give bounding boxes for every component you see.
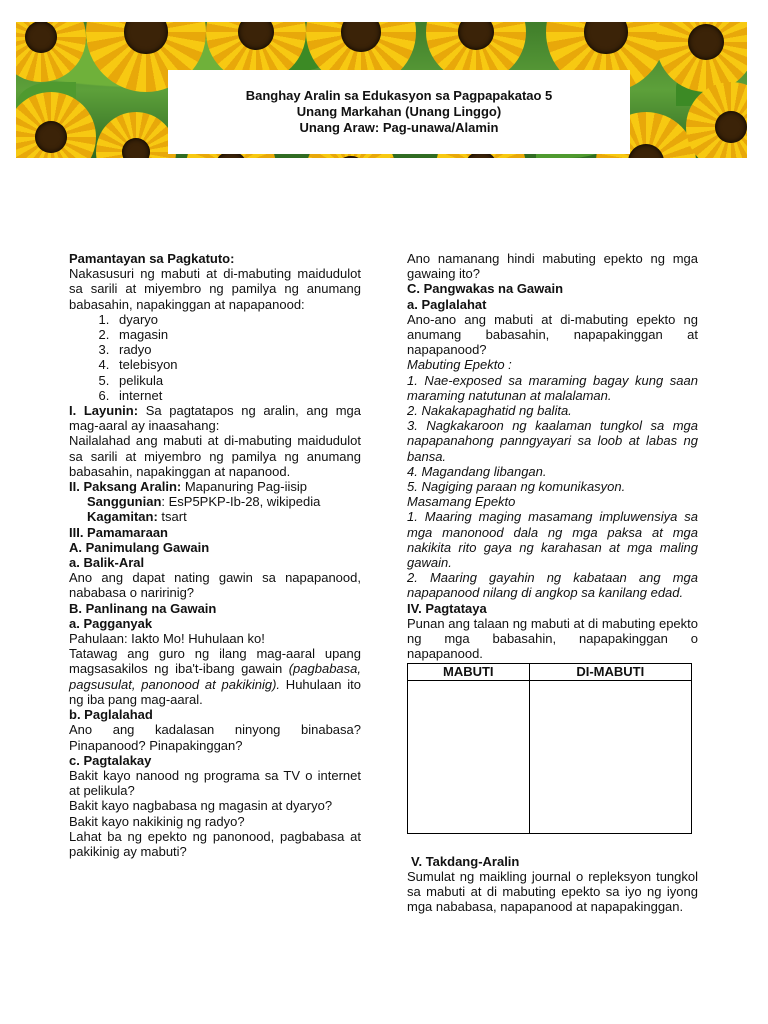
paglalahat-heading: a. Paglalahat	[407, 296, 487, 312]
pagtataya-heading: IV. Pagtataya	[407, 600, 487, 616]
tatawag-b: Huhulaan ito ng iba pang mag-aaral.	[69, 676, 361, 707]
media-list	[69, 312, 361, 403]
paglalahad-text: Ano ang kadalasan ninyong binabasa? Pinapanood? Pinapakinggan?	[69, 722, 361, 753]
sanggunian-label: Sanggunian	[87, 494, 162, 510]
balik-aral-text: Ano ang dapat nating gawin sa napapanood, nababasa o naririnig?	[69, 570, 361, 601]
table-header-mabuti: MABUTI	[408, 664, 530, 680]
mabuting-heading: Mabuting Epekto :	[407, 357, 512, 373]
question-3: Bakit kayo nakikinig ng radyo?	[69, 813, 245, 829]
panimulang-heading: A. Panimulang Gawain	[69, 539, 210, 555]
balik-aral-heading: a. Balik-Aral	[69, 555, 145, 571]
takdang-heading: V. Takdang-Aralin	[411, 853, 520, 869]
pamantayan-heading: Pamantayan sa Pagkatuto:	[69, 251, 235, 266]
tatawag-a: Tatawag ang guro ng ilang mag-aaral upang magsasakilos ng iba't-ibang gawain	[69, 646, 361, 677]
pagtalakay-heading: c. Pagtalakay	[69, 752, 152, 768]
list-item: 4. telebisyon	[113, 357, 361, 372]
header-line-1: Banghay Aralin sa Edukasyon sa Pagpapakatao 5	[245, 88, 553, 103]
pangwakas-heading: C. Pangwakas na Gawain	[407, 281, 564, 297]
paksa-section	[69, 479, 361, 494]
kagamitan-value: tsart	[157, 509, 187, 525]
paglalahat-text: Ano-ano ang mabuti at di-mabuting epekto ng anumang babasahin, napapakinggan at napapanood?	[407, 311, 698, 358]
paglalahad-heading: b. Paglalahad	[69, 707, 153, 723]
list-item: 2. magasin	[113, 327, 361, 342]
evaluation-table	[407, 663, 692, 833]
masamang-heading: Masamang Epekto	[407, 494, 516, 510]
list-item: 1. dyaryo	[113, 312, 361, 327]
sanggunian-line	[69, 494, 361, 509]
layunin-text: Nailalahad ang mabuti at di-mabuting maidudulot sa sarili at miyembro ng pamilya ng anumang babasahin, napakinggan at napanood.	[69, 433, 361, 479]
header-line-3: Unang Araw: Pag-unawa/Alamin	[299, 120, 499, 135]
kagamitan-line	[69, 509, 361, 524]
tatawag-text	[69, 646, 361, 707]
question-1: Bakit kayo nanood ng programa sa TV o internet at pelikula?	[69, 767, 361, 799]
pagtataya-text: Punan ang talaan ng mabuti at di mabuting epekto ng mga babasahin, napapakinggan o napapanood.	[407, 615, 698, 662]
pamamaraan-heading: III. Pamamaraan	[69, 524, 168, 540]
sunflower-icon	[96, 112, 176, 158]
list-item: 2. Maaring gayahin ng kabataan ang mga napapanood nilang di angkop sa kanilang edad.	[407, 570, 698, 601]
layunin-label: I. Layunin:	[69, 403, 139, 419]
right-column	[407, 251, 698, 915]
table-cell-mabuti[interactable]	[408, 680, 530, 833]
header-line-2: Unang Markahan (Unang Linggo)	[296, 104, 502, 119]
layunin-section	[69, 403, 361, 433]
sunflower-banner	[16, 22, 747, 158]
list-item: 2. Nakakapaghatid ng balita.	[407, 403, 572, 419]
list-item: 5. Nagiging paraan ng komunikasyon.	[407, 479, 626, 495]
list-item: 3. radyo	[113, 342, 361, 357]
list-item: 4. Magandang libangan.	[407, 463, 547, 479]
table-header-di-mabuti: DI-MABUTI	[529, 664, 691, 680]
pahulaan-text: Pahulaan: Iakto Mo! Huhulaan ko!	[69, 631, 265, 647]
question-2: Bakit kayo nagbabasa ng magasin at dyaryo?	[69, 798, 333, 814]
takdang-text: Sumulat ng maikling journal o repleksyon tungkol sa mabuti at di mabuting epekto sa iyo ng iyong mga nababasa, napapanood at napapakinggan.	[407, 868, 698, 915]
panlinang-heading: B. Panlinang na Gawain	[69, 600, 217, 616]
sanggunian-value: : EsP5PKP-Ib-28, wikipedia	[161, 494, 321, 510]
paksa-label: II. Paksang Aralin:	[69, 479, 182, 495]
left-column	[69, 251, 361, 859]
title-box	[168, 70, 630, 154]
sunflower-icon	[16, 92, 96, 158]
pagganyak-heading: a. Pagganyak	[69, 615, 153, 631]
list-item: 1. Nae-exposed sa maraming bagay kung saan maraming natutunan at malalaman.	[407, 372, 698, 403]
list-item: 6. internet	[113, 388, 361, 403]
paksa-value: Mapanuring Pag-iisip	[181, 479, 307, 495]
list-item: 1. Maaring maging masamang impluwensiya sa mga manonood dala ng mga paksa at mga nakikita rito gaya ng karahasan at mga maling gawain.	[407, 509, 698, 571]
layunin-lead: Sa pagtatapos ng aralin, ang mga mag-aaral ay inaasahang:	[69, 403, 361, 434]
pamantayan-text: Nakasusuri ng mabuti at di-mabuting maidudulot sa sarili at miyembro ng pamilya ng anumang babasahin, napakinggan at napapanood:	[69, 266, 361, 312]
table-cell-di-mabuti[interactable]	[529, 680, 691, 833]
list-item: 5. pelikula	[113, 373, 361, 388]
question-5: Ano namanang hindi mabuting epekto ng mga gawaing ito?	[407, 251, 698, 282]
list-item: 3. Nagkakaroon ng kaalaman tungkol sa mga napapanahong panngyayari sa loob at labas ng bansa.	[407, 418, 698, 464]
question-4: Lahat ba ng epekto ng panonood, pagbabasa at pakikinig ay mabuti?	[69, 828, 361, 859]
tatawag-italic: (pagbabasa, pagsusulat, panonood at pakikinig).	[69, 661, 361, 692]
sunflower-icon	[16, 22, 86, 82]
kagamitan-label: Kagamitan:	[87, 509, 158, 525]
